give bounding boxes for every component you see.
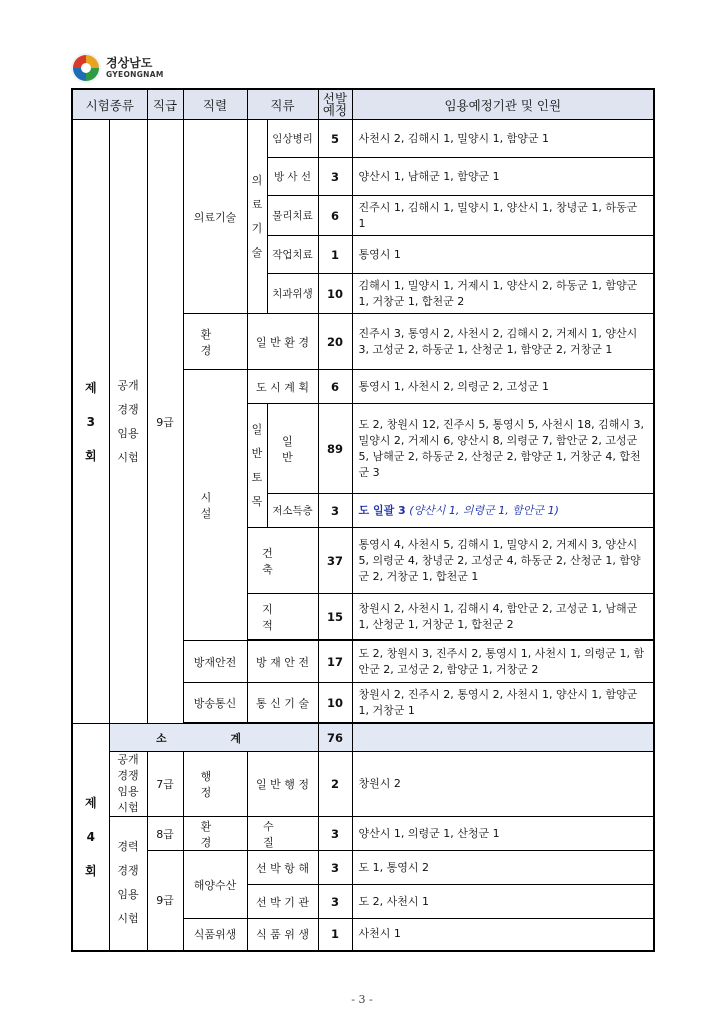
food-agency: 사천시 1 (352, 919, 654, 951)
table-row (72, 817, 654, 851)
table-row (72, 120, 654, 158)
round3-label: 제 3 회 (72, 120, 109, 724)
low-income-count: 3 (318, 494, 352, 528)
food-category: 식 품 위 생 (247, 919, 318, 951)
agency-physical-therapy: 진주시 1, 김해시 1, 밀양시 1, 양산시 1, 창녕군 1, 하동군 1 (352, 196, 654, 236)
agency-occupational-therapy: 통영시 1 (352, 236, 654, 274)
table-header-row (72, 89, 654, 120)
disaster-category: 방 재 안 전 (247, 641, 318, 683)
disaster-series: 방재안전 (183, 641, 247, 683)
urban-planning-count: 6 (318, 370, 352, 404)
civil-general-count: 89 (318, 404, 352, 494)
marine-engine-count: 3 (318, 885, 352, 919)
page-number: - 3 - (351, 993, 373, 1006)
table-row (72, 752, 654, 817)
count-occupational-therapy: 1 (318, 236, 352, 274)
urban-planning-category: 도 시 계 획 (247, 370, 318, 404)
count-physical-therapy: 6 (318, 196, 352, 236)
count-clinical-pathology: 5 (318, 120, 352, 158)
medical-series: 의료기술 (183, 120, 247, 314)
marine-navigation-agency: 도 1, 통영시 2 (352, 851, 654, 885)
category-physical-therapy: 물리치료 (267, 196, 318, 236)
water-count: 3 (318, 817, 352, 851)
civil-general-category: 일 반 (267, 404, 318, 494)
environment-agency: 진주시 3, 통영시 2, 사천시 2, 김해시 2, 거제시 1, 양산시 3, 고성군 2, 하동군 1, 산청군 1, 함양군 2, 거창군 1 (352, 314, 654, 370)
disaster-agency: 도 2, 창원시 3, 진주시 2, 통영시 1, 사천시 1, 의령군 1, 함안군 2, 고성군 2, 함양군 1, 거창군 2 (352, 641, 654, 683)
building-count: 37 (318, 528, 352, 594)
subtotal-row (72, 724, 654, 752)
round4-career-exam-type: 경력 경쟁 임용 시험 (109, 817, 147, 951)
agency-radiology: 양산시 1, 남해군 1, 함양군 1 (352, 158, 654, 196)
water-series: 환 경 (183, 817, 247, 851)
food-count: 1 (318, 919, 352, 951)
round4-open-count: 2 (318, 752, 352, 817)
header-series: 직렬 (183, 89, 247, 120)
count-radiology: 3 (318, 158, 352, 196)
disaster-count: 17 (318, 641, 352, 683)
round4-open-category: 일 반 행 정 (247, 752, 318, 817)
food-series: 식품위생 (183, 919, 247, 951)
subtotal-label: 소 계 (109, 724, 318, 752)
category-occupational-therapy: 작업치료 (267, 236, 318, 274)
low-income-agency: 도 일괄 3 (양산시 1, 의령군 1, 함안군 1) (352, 494, 654, 528)
header-grade: 직급 (147, 89, 183, 120)
category-dental-hygiene: 치과위생 (267, 274, 318, 314)
civil-general-agency: 도 2, 창원시 12, 진주시 5, 통영시 5, 사천시 18, 김해시 3, 밀양시 2, 거제시 6, 양산시 8, 의령군 7, 함안군 2, 고성군 5, 남해군 2, 하동군 2, 산청군 2, 함양군 1, 거창군 4, 합천군 3 (352, 404, 654, 494)
round3-grade: 9급 (147, 120, 183, 724)
marine-engine-category: 선 박 기 관 (247, 885, 318, 919)
water-category: 수 질 (247, 817, 318, 851)
cadastre-count: 15 (318, 594, 352, 640)
logo-name-korean: 경상남도 (106, 56, 153, 70)
category-radiology: 방 사 선 (267, 158, 318, 196)
low-income-category: 저소득층 (267, 494, 318, 528)
category-clinical-pathology: 임상병리 (267, 120, 318, 158)
agency-clinical-pathology: 사천시 2, 김해시 1, 밀양시 1, 함양군 1 (352, 120, 654, 158)
water-agency: 양산시 1, 의령군 1, 산청군 1 (352, 817, 654, 851)
cadastre-agency: 창원시 2, 사천시 1, 김해시 4, 함안군 2, 고성군 1, 남해군 1, 산청군 1, 거창군 1, 합천군 2 (352, 594, 654, 640)
broadcast-category: 통 신 기 술 (247, 683, 318, 723)
broadcast-series: 방송통신 (183, 683, 247, 723)
marine-navigation-category: 선 박 항 해 (247, 851, 318, 885)
round3-exam-type: 공개 경쟁 임용 시험 (109, 120, 147, 724)
broadcast-agency: 창원시 2, 진주시 2, 통영시 2, 사천시 1, 양산시 1, 함양군 1, 거창군 1 (352, 683, 654, 723)
environment-series: 환 경 (183, 314, 247, 370)
environment-category: 일 반 환 경 (247, 314, 318, 370)
marine-engine-agency: 도 2, 사천시 1 (352, 885, 654, 919)
agency-dental-hygiene: 김해시 1, 밀양시 1, 거제시 1, 양산시 2, 하동군 1, 함양군 1, 거창군 1, 합천군 2 (352, 274, 654, 314)
gyeongnam-logo (70, 52, 180, 88)
header-category: 직류 (247, 89, 318, 120)
round4-open-series: 행 정 (183, 752, 247, 817)
header-selection: 선발 예정 (318, 89, 352, 120)
building-category: 건 축 (247, 528, 318, 594)
civil-group-label: 일 반 토 목 (247, 404, 267, 528)
medical-group-label: 의 료 기 술 (247, 120, 267, 314)
urban-planning-agency: 통영시 1, 사천시 2, 의령군 2, 고성군 1 (352, 370, 654, 404)
cadastre-category: 지 적 (247, 594, 318, 640)
logo-name-english: GYEONGNAM (106, 70, 164, 79)
header-agency: 임용예정기관 및 인원 (352, 89, 654, 120)
recruitment-table (71, 88, 655, 952)
round4-open-agency: 창원시 2 (352, 752, 654, 817)
environment-count: 20 (318, 314, 352, 370)
round4-open-exam-type: 공개 경쟁 임용 시험 (109, 752, 147, 817)
count-dental-hygiene: 10 (318, 274, 352, 314)
round4-label: 제 4 회 (72, 724, 109, 951)
marine-series: 해양수산 (183, 851, 247, 919)
header-exam-type: 시험종류 (72, 89, 147, 120)
marine-navigation-count: 3 (318, 851, 352, 885)
broadcast-count: 10 (318, 683, 352, 723)
gyeongnam-emblem-icon (70, 52, 102, 84)
career-grade9: 9급 (147, 851, 183, 951)
subtotal-count: 76 (318, 724, 352, 752)
building-agency: 통영시 4, 사천시 5, 김해시 1, 밀양시 2, 거제시 3, 양산시 5, 의령군 4, 창녕군 2, 고성군 4, 하동군 2, 산청군 1, 함양군 2, 거창군 1, 합천군 1 (352, 528, 654, 594)
table-row (72, 851, 654, 885)
round4-open-grade: 7급 (147, 752, 183, 817)
facility-series: 시 설 (183, 370, 247, 641)
water-grade: 8급 (147, 817, 183, 851)
